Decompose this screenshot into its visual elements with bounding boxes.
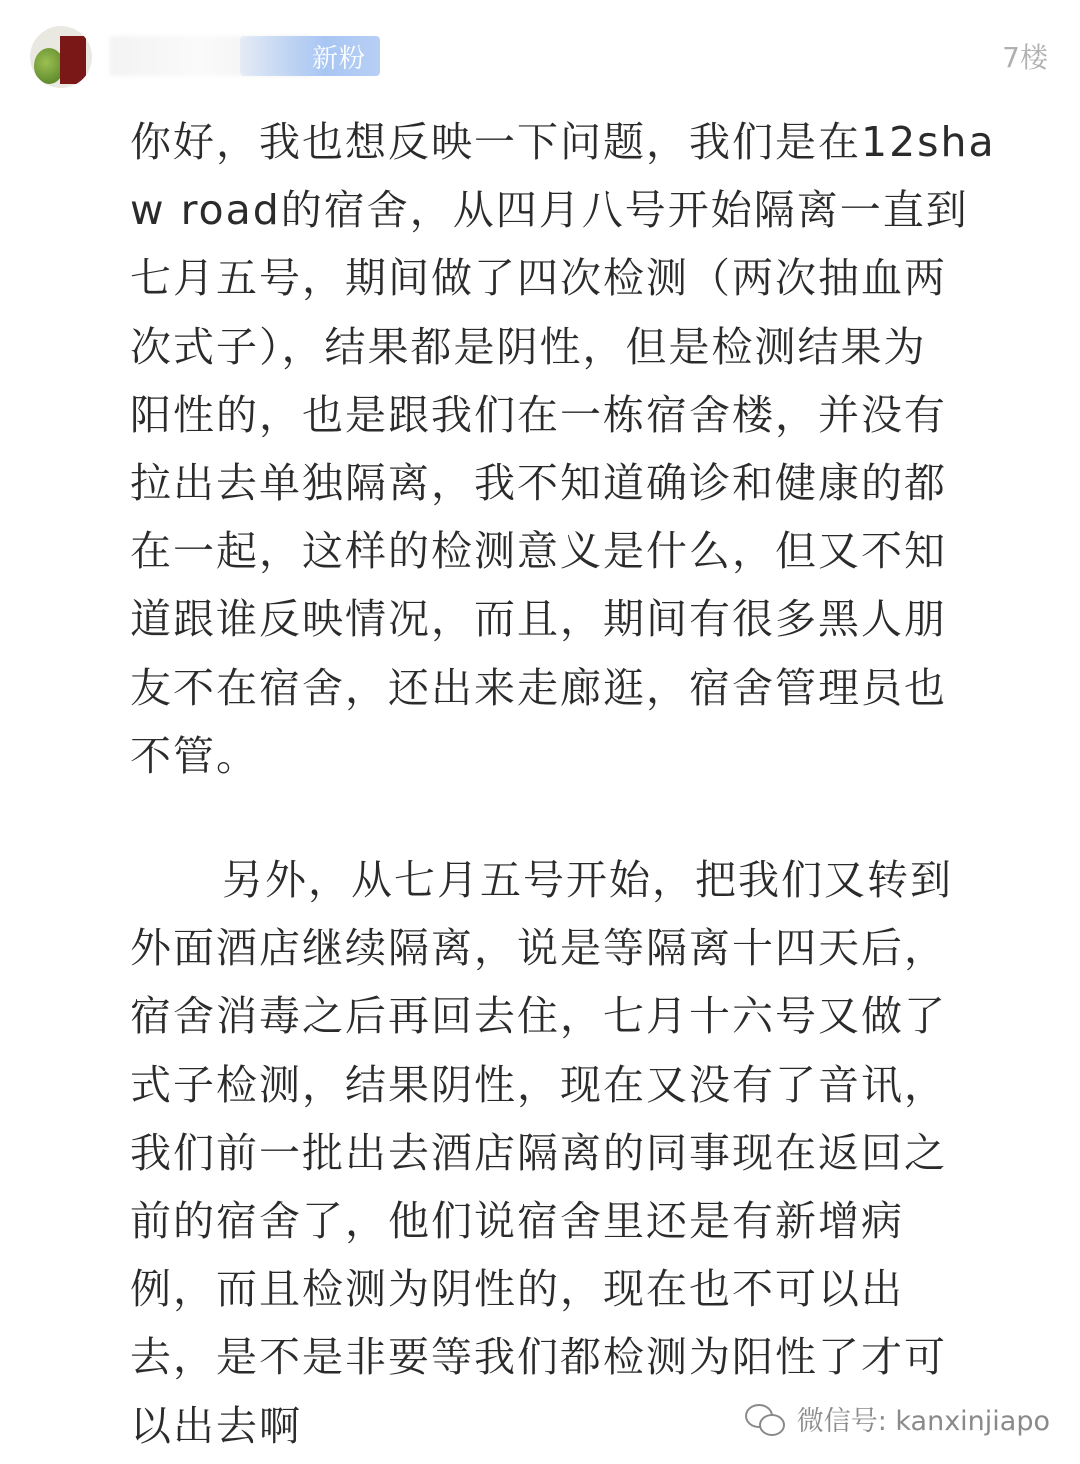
avatar[interactable] xyxy=(30,26,92,88)
wechat-watermark xyxy=(745,1399,1050,1438)
floor-number: 7楼 xyxy=(1002,41,1048,74)
post-header xyxy=(0,0,1080,110)
new-fan-badge xyxy=(240,36,380,76)
post-paragraph-2: 另外，从七月五号开始，把我们又转到 外面酒店继续隔离，说是等隔离十四天后， 宿舍消毒之后再回去住，七月十六号又做了 式子检测，结果阴性，现在又没有了音讯， 我们前一批出去酒店隔离的同事现在返回之 前的宿舍了，他们说宿舍里还是有新增病 例，而且检测为阴性的，现在也不可以出 去，是不是非要等我们都检测为阳性了才可 以出去啊 xyxy=(130,856,953,1450)
post-content xyxy=(130,108,1010,1460)
avatar-image-shadow xyxy=(60,36,86,84)
watermark-text: 微信号: kanxinjiapo xyxy=(796,1406,1050,1437)
new-fan-badge-label: 新粉 xyxy=(311,43,366,74)
wechat-icon xyxy=(745,1402,787,1436)
post-paragraph-1: 你好，我也想反映一下问题，我们是在12sha w road的宿舍，从四月八号开始隔离一直到 七月五号，期间做了四次检测（两次抽血两 次式子），结果都是阴性，但是检测结果为 阳性的，也是跟我们在一栋宿舍楼，并没有 拉出去单独隔离，我不知道确诊和健康的都 在一起，这样的检测意义是什么，但又不知 道跟谁反映情况，而且，期间有很多黑人朋 友不在宿舍，还出来走廊逛，宿舍管理员也 不管。 xyxy=(130,118,996,780)
